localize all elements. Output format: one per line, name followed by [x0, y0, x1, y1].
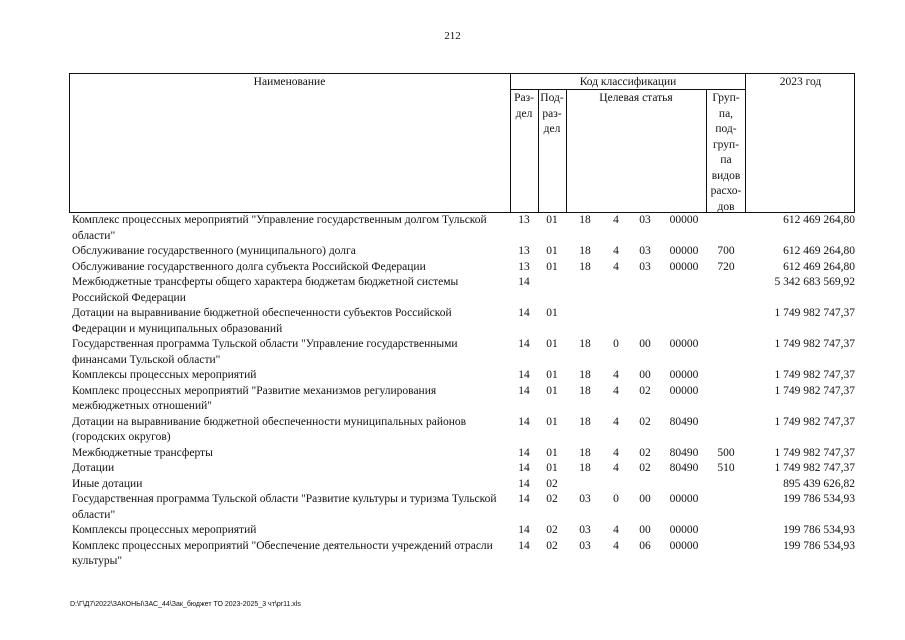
- table-row: [69, 275, 859, 306]
- row-name: Комплексы процессных мероприятий: [72, 524, 257, 536]
- cell-pr: 02: [546, 477, 558, 490]
- cell-t4: 00000: [669, 384, 699, 397]
- row-amount: 199 786 534,93: [783, 493, 855, 505]
- cell-vr: 720: [717, 260, 735, 273]
- row-name: Комплекс процессных мероприятий "Развитие механизмов регулирования межбюджетных отношений": [72, 384, 437, 412]
- cell-t4: 00000: [669, 245, 699, 257]
- cell-t2: 4: [613, 384, 619, 397]
- table-row: [69, 415, 859, 446]
- cell-rz: 14: [518, 493, 530, 505]
- cell-t2: 4: [613, 415, 619, 428]
- cell-rz: 14: [518, 276, 530, 288]
- header-group: Груп- па, под- груп- па видов расхо- дов: [710, 92, 742, 213]
- table-row: [69, 539, 859, 570]
- header-name: Наименование: [253, 76, 326, 88]
- header-razdel: Раз- дел: [514, 92, 534, 120]
- cell-rz: 14: [518, 415, 530, 428]
- cell-rz: 13: [518, 260, 530, 273]
- cell-pr: 01: [546, 338, 558, 350]
- cell-t2: 4: [613, 446, 619, 459]
- cell-t3: 03: [639, 214, 651, 226]
- cell-t1: 18: [579, 384, 591, 397]
- cell-pr: 02: [546, 539, 558, 552]
- cell-t2: 4: [613, 260, 619, 273]
- cell-pr: 01: [546, 307, 558, 319]
- row-amount: 199 786 534,93: [783, 539, 855, 552]
- divider: [566, 90, 567, 213]
- row-name: Комплекс процессных мероприятий "Управление государственным долгом Тульской области": [72, 214, 487, 242]
- table-row: [69, 523, 859, 539]
- row-name: Межбюджетные трансферты: [72, 446, 213, 459]
- cell-t2: 4: [613, 245, 619, 257]
- header-target: Целевая статья: [599, 92, 673, 104]
- cell-t1: 18: [579, 415, 591, 428]
- row-amount: 1 749 982 747,37: [774, 307, 855, 319]
- row-amount: 1 749 982 747,37: [774, 446, 855, 459]
- cell-rz: 14: [518, 446, 530, 459]
- cell-rz: 13: [518, 214, 530, 226]
- cell-t4: 00000: [669, 338, 699, 350]
- cell-rz: 14: [518, 539, 530, 552]
- table-row: [69, 260, 859, 276]
- cell-pr: 01: [546, 446, 558, 459]
- page-number: 212: [444, 30, 461, 42]
- cell-t1: 03: [579, 539, 591, 552]
- cell-vr: 510: [717, 462, 735, 474]
- cell-t3: 00: [639, 369, 651, 381]
- cell-t3: 02: [639, 415, 651, 428]
- cell-t3: 02: [639, 446, 651, 459]
- cell-t2: 0: [613, 493, 619, 505]
- row-amount: 1 749 982 747,37: [774, 369, 855, 381]
- row-name: Дотации: [72, 462, 115, 474]
- row-amount: 1 749 982 747,37: [774, 462, 855, 474]
- table-row: [69, 384, 859, 415]
- row-name: Обслуживание государственного (муниципального) долга: [72, 245, 356, 257]
- row-name: Дотации на выравнивание бюджетной обеспеченности субъектов Российской Федерации и муниципальных образований: [72, 307, 452, 335]
- cell-vr: 700: [717, 245, 735, 257]
- table-row: [69, 244, 859, 260]
- cell-t2: 4: [613, 524, 619, 536]
- cell-t4: 00000: [669, 539, 699, 552]
- cell-t2: 0: [613, 338, 619, 350]
- row-name: Обслуживание государственного долга субъекта Российской Федерации: [72, 260, 426, 273]
- footer-path: D:\Г\Д7\2022\ЗАКОНЫ\ЗАС_44\Зак_бюджет ТО 2023-2025_3 чт\pr11.xls: [70, 601, 301, 608]
- cell-pr: 01: [546, 260, 558, 273]
- row-name: Государственная программа Тульской области "Управление государственными финансами Тульской области": [72, 338, 458, 366]
- row-name: Комплекс процессных мероприятий "Обеспечение деятельности учреждений отрасли культуры": [72, 539, 493, 567]
- cell-rz: 14: [518, 338, 530, 350]
- cell-rz: 14: [518, 524, 530, 536]
- cell-t4: 00000: [669, 260, 699, 273]
- row-name: Иные дотации: [72, 477, 143, 490]
- cell-t2: 4: [613, 539, 619, 552]
- cell-t3: 00: [639, 493, 651, 505]
- row-amount: 1 749 982 747,37: [774, 338, 855, 350]
- cell-pr: 02: [546, 493, 558, 505]
- row-name: Государственная программа Тульской области "Развитие культуры и туризма Тульской области": [72, 493, 497, 521]
- cell-rz: 14: [518, 369, 530, 381]
- cell-t1: 18: [579, 260, 591, 273]
- cell-pr: 01: [546, 245, 558, 257]
- row-amount: 199 786 534,93: [783, 524, 855, 536]
- table-body: [69, 213, 859, 570]
- table-row: [69, 368, 859, 384]
- cell-rz: 13: [518, 245, 530, 257]
- row-amount: 1 749 982 747,37: [774, 415, 855, 428]
- cell-t3: 02: [639, 462, 651, 474]
- cell-t1: 03: [579, 524, 591, 536]
- cell-t3: 02: [639, 384, 651, 397]
- cell-t1: 18: [579, 245, 591, 257]
- cell-t4: 00000: [669, 493, 699, 505]
- cell-pr: 01: [546, 384, 558, 397]
- row-name: Комплексы процессных мероприятий: [72, 369, 257, 381]
- cell-t2: 4: [613, 462, 619, 474]
- header-podrazdel: Под- раз- дел: [540, 92, 564, 135]
- row-amount: 612 469 264,80: [783, 214, 855, 226]
- row-amount: 895 439 626,82: [783, 477, 855, 490]
- header-year: 2023 год: [779, 76, 822, 88]
- cell-vr: 500: [717, 446, 735, 459]
- cell-t3: 00: [639, 524, 651, 536]
- cell-t3: 03: [639, 245, 651, 257]
- cell-rz: 14: [518, 477, 530, 490]
- header-code: Код классификации: [579, 76, 677, 88]
- table-row: [69, 337, 859, 368]
- cell-pr: 01: [546, 214, 558, 226]
- cell-t2: 4: [613, 369, 619, 381]
- row-amount: 1 749 982 747,37: [774, 384, 855, 397]
- cell-rz: 14: [518, 307, 530, 319]
- table-row: [69, 477, 859, 493]
- cell-t4: 00000: [669, 524, 699, 536]
- table-row: [69, 492, 859, 523]
- table-header: [69, 73, 855, 213]
- cell-t1: 18: [579, 338, 591, 350]
- cell-rz: 14: [518, 384, 530, 397]
- cell-t3: 03: [639, 260, 651, 273]
- cell-t2: 4: [613, 214, 619, 226]
- cell-t4: 80490: [669, 415, 699, 428]
- row-amount: 612 469 264,80: [783, 245, 855, 257]
- cell-t4: 80490: [669, 446, 699, 459]
- cell-t4: 00000: [669, 369, 699, 381]
- table-row: [69, 461, 859, 477]
- cell-pr: 01: [546, 415, 558, 428]
- cell-t1: 18: [579, 462, 591, 474]
- table-row: [69, 306, 859, 337]
- cell-t3: 00: [639, 338, 651, 350]
- row-amount: 612 469 264,80: [783, 260, 855, 273]
- cell-t1: 18: [579, 214, 591, 226]
- cell-t4: 80490: [669, 462, 699, 474]
- cell-t3: 06: [639, 539, 651, 552]
- table-row: [69, 213, 859, 244]
- cell-pr: 01: [546, 462, 558, 474]
- table-row: [69, 446, 859, 462]
- cell-rz: 14: [518, 462, 530, 474]
- cell-pr: 02: [546, 524, 558, 536]
- row-name: Межбюджетные трансферты общего характера бюджетам бюджетной системы Российской Федерации: [72, 276, 459, 304]
- cell-t1: 03: [579, 493, 591, 505]
- cell-pr: 01: [546, 369, 558, 381]
- row-amount: 5 342 683 569,92: [774, 276, 855, 288]
- cell-t1: 18: [579, 446, 591, 459]
- row-name: Дотации на выравнивание бюджетной обеспеченности муниципальных районов (городских округов): [72, 415, 467, 443]
- cell-t1: 18: [579, 369, 591, 381]
- cell-t4: 00000: [669, 214, 699, 226]
